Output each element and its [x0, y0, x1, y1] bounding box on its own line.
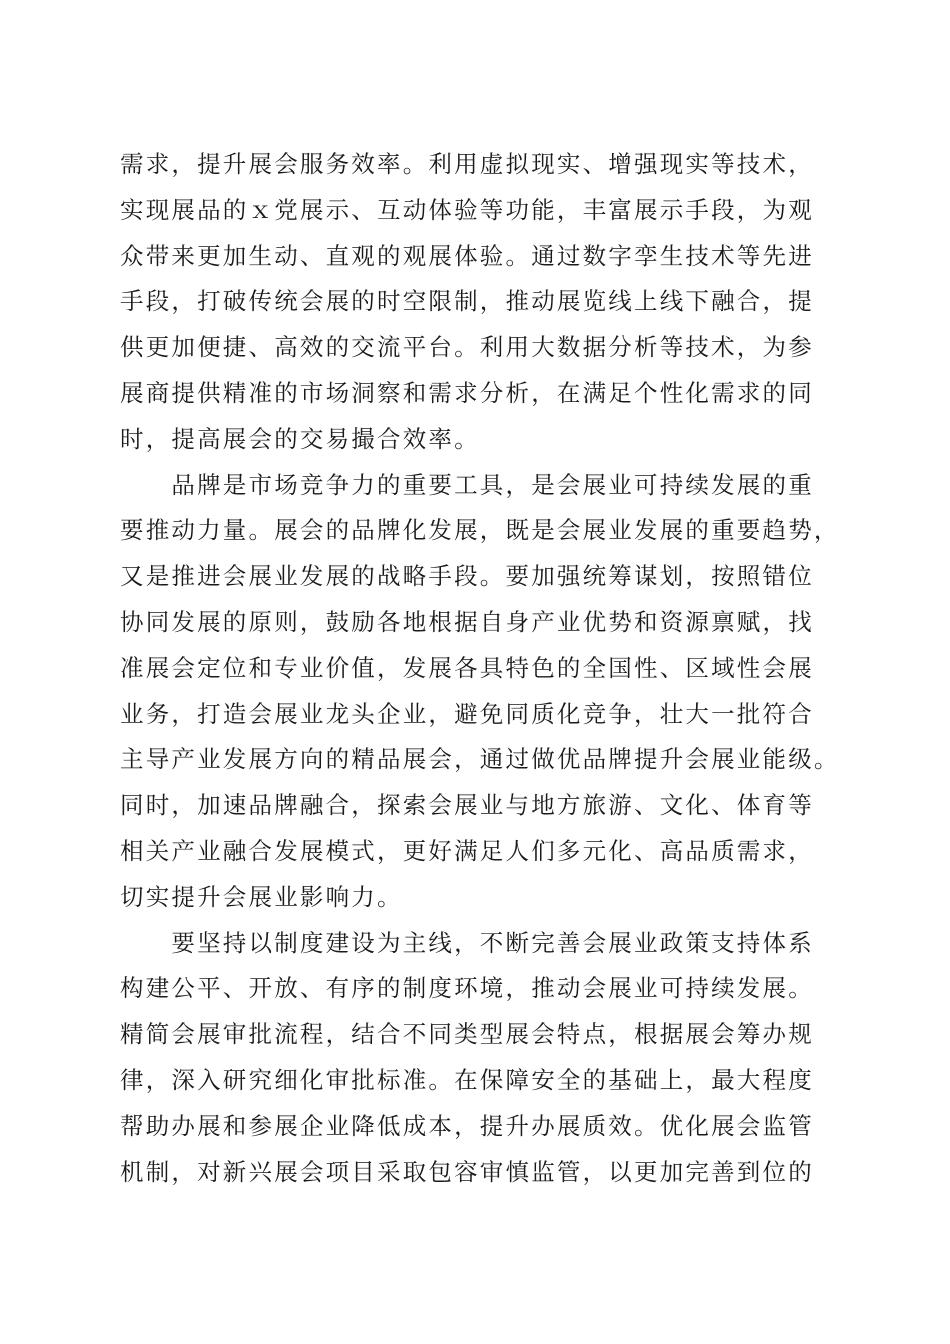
text-line: 精简会展审批流程，结合不同类型展会特点，根据展会筹办规	[120, 1020, 814, 1049]
text-line: 众带来更加生动、直观的观展体验。通过数字孪生技术等先进	[120, 241, 814, 270]
text-line: 要坚持以制度建设为主线，不断完善会展业政策支持体系	[120, 928, 814, 957]
text-line: 业务，打造会展业龙头企业，避免同质化竞争，壮大一批符合	[120, 699, 814, 728]
text-line: 实现展品的ｘ党展示、互动体验等功能，丰富展示手段，为观	[120, 195, 814, 224]
text-line: 相关产业融合发展模式，更好满足人们多元化、高品质需求，	[120, 836, 814, 865]
text-line: 构建公平、开放、有序的制度环境，推动会展业可持续发展。	[120, 974, 814, 1003]
text-line: 品牌是市场竞争力的重要工具，是会展业可持续发展的重	[120, 470, 814, 499]
text-line: 要推动力量。展会的品牌化发展，既是会展业发展的重要趋势，	[120, 516, 840, 545]
text-line: 供更加便捷、高效的交流平台。利用大数据分析等技术，为参	[120, 333, 814, 362]
text-line: 同时，加速品牌融合，探索会展业与地方旅游、文化、体育等	[120, 791, 814, 820]
text-line: 机制，对新兴展会项目采取包容审慎监管，以更加完善到位的	[120, 1157, 814, 1186]
text-line: 时，提高展会的交易撮合效率。	[120, 424, 480, 453]
text-line: 帮助办展和参展企业降低成本，提升办展质效。优化展会监管	[120, 1111, 814, 1140]
text-line: 律，深入研究细化审批标准。在保障安全的基础上，最大程度	[120, 1065, 814, 1094]
body-text	[120, 142, 840, 1195]
text-line: 主导产业发展方向的精品展会，通过做优品牌提升会展业能级。	[120, 745, 840, 774]
text-line: 展商提供精准的市场洞察和需求分析，在满足个性化需求的同	[120, 378, 814, 407]
text-line: 又是推进会展业发展的战略手段。要加强统筹谋划，按照错位	[120, 562, 814, 591]
text-line: 手段，打破传统会展的时空限制，推动展览线上线下融合，提	[120, 287, 814, 316]
text-line: 准展会定位和专业价值，发展各具特色的全国性、区域性会展	[120, 653, 814, 682]
text-line: 需求，提升展会服务效率。利用虚拟现实、增强现实等技术，	[120, 150, 814, 178]
text-line: 切实提升会展业影响力。	[120, 882, 403, 911]
text-line: 协同发展的原则，鼓励各地根据自身产业优势和资源禀赋，找	[120, 607, 814, 636]
